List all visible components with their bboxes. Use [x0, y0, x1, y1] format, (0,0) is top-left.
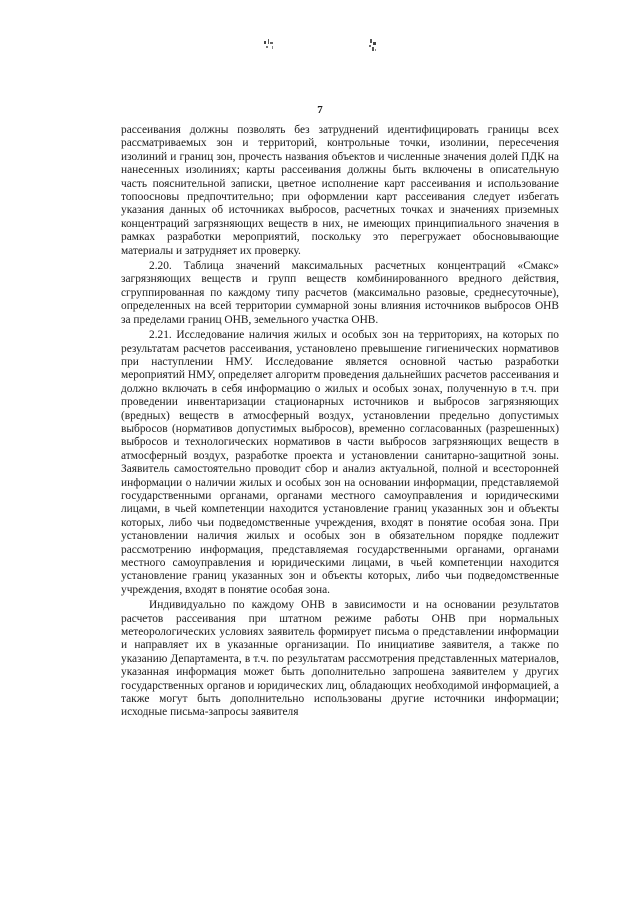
page-number: 7 — [317, 104, 323, 116]
document-body — [121, 124, 559, 720]
paragraph-2-21: 2.21. Исследование наличия жилых и особых зон на территориях, на которых по результатам расчетов рассеивания, установлено превышение гигиенических нормативов при наступлении НМУ. Исследование является основной частью разработки мероприятий НМУ, определяет алгоритм проведения дальнейших расчетов рассеивания и должно включать в себя информацию о жилых и особых зонах, полученную в т.ч. при проведении инвентаризации стационарных источников и выбросов загрязняющих (вредных) веществ в атмосферный воздух, установлении предельно допустимых выбросов (нормативов допустимых выбросов), временно согласованных (разрешенных) выбросов и технологических нормативов в части выбросов загрязняющих веществ в атмосферный воздух, разработке проекта и установлении санитарно-защитной зоны. Заявитель самостоятельно проводит сбор и анализ актуальной, полной и всесторонней информации о наличии жилых и особых зон на основании информации, представляемой государственными органами, органами местного самоуправления и юридическими лицами, в чьей компетенции находится установление границ указанных зон и объекты которых, либо чьи подведомственные учреждения, входят в понятие особая зона. При установлении наличия жилых и особых зон в обязательном порядке подлежит рассмотрению информация, представляемая государственными органами, органами местного самоуправления и юридическими лицами, в чьей компетенции находится установление границ указанных зон и объекты которых, либо чьи подведомственные учреждения, входят в понятие особая зона. — [121, 329, 559, 596]
scan-speck-mark — [366, 38, 380, 54]
scan-speck-mark — [262, 38, 278, 52]
paragraph-continuation: рассеивания должны позволять без затруднений идентифицировать границы всех рассматриваемых зон и территорий, контрольные точки, изолинии, пересечения изолиний и границ зон, прочесть названия объектов и численные значения долей ПДК на нанесенных изолиниях; карты рассеивания должны быть включены в описательную часть пояснительной записки, цветное исполнение карт рассеивания и использование топоосновы предпочтительно; при оформлении карт рассеивания следует избегать указания данных об источниках выбросов, расчетных точках и значениях приземных концентраций загрязняющих веществ в них, не имеющих принципиального значения в рамках разработки мероприятий, поскольку это перегружает обосновывающие материалы и затрудняет их проверку. — [121, 124, 559, 257]
paragraph-individual-requests: Индивидуально по каждому ОНВ в зависимости и на основании результатов расчетов рассеивания при штатном режиме работы ОНВ при нормальных метеорологических условиях заявитель формирует письма о представлении информации и направляет их в указанные организации. По инициативе заявителя, а также по указанию Департамента, в т.ч. по результатам рассмотрения представленных материалов, указанная информация может быть дополнительно запрошена заявителем у других государственных органов и юридических лиц, обладающих необходимой информацией, а также могут быть дополнительно использованы другие источники информации; исходные письма-запросы заявителя — [121, 599, 559, 719]
paragraph-2-20: 2.20. Таблица значений максимальных расчетных концентраций «Смакс» загрязняющих веществ и групп веществ комбинированного вредного действия, сгруппированная по каждому типу расчетов (максимально разовые, среднесуточные), определенных на всей территории суммарной зоны влияния источников выбросов ОНВ за пределами границ ОНВ, земельного участка ОНВ. — [121, 260, 559, 326]
